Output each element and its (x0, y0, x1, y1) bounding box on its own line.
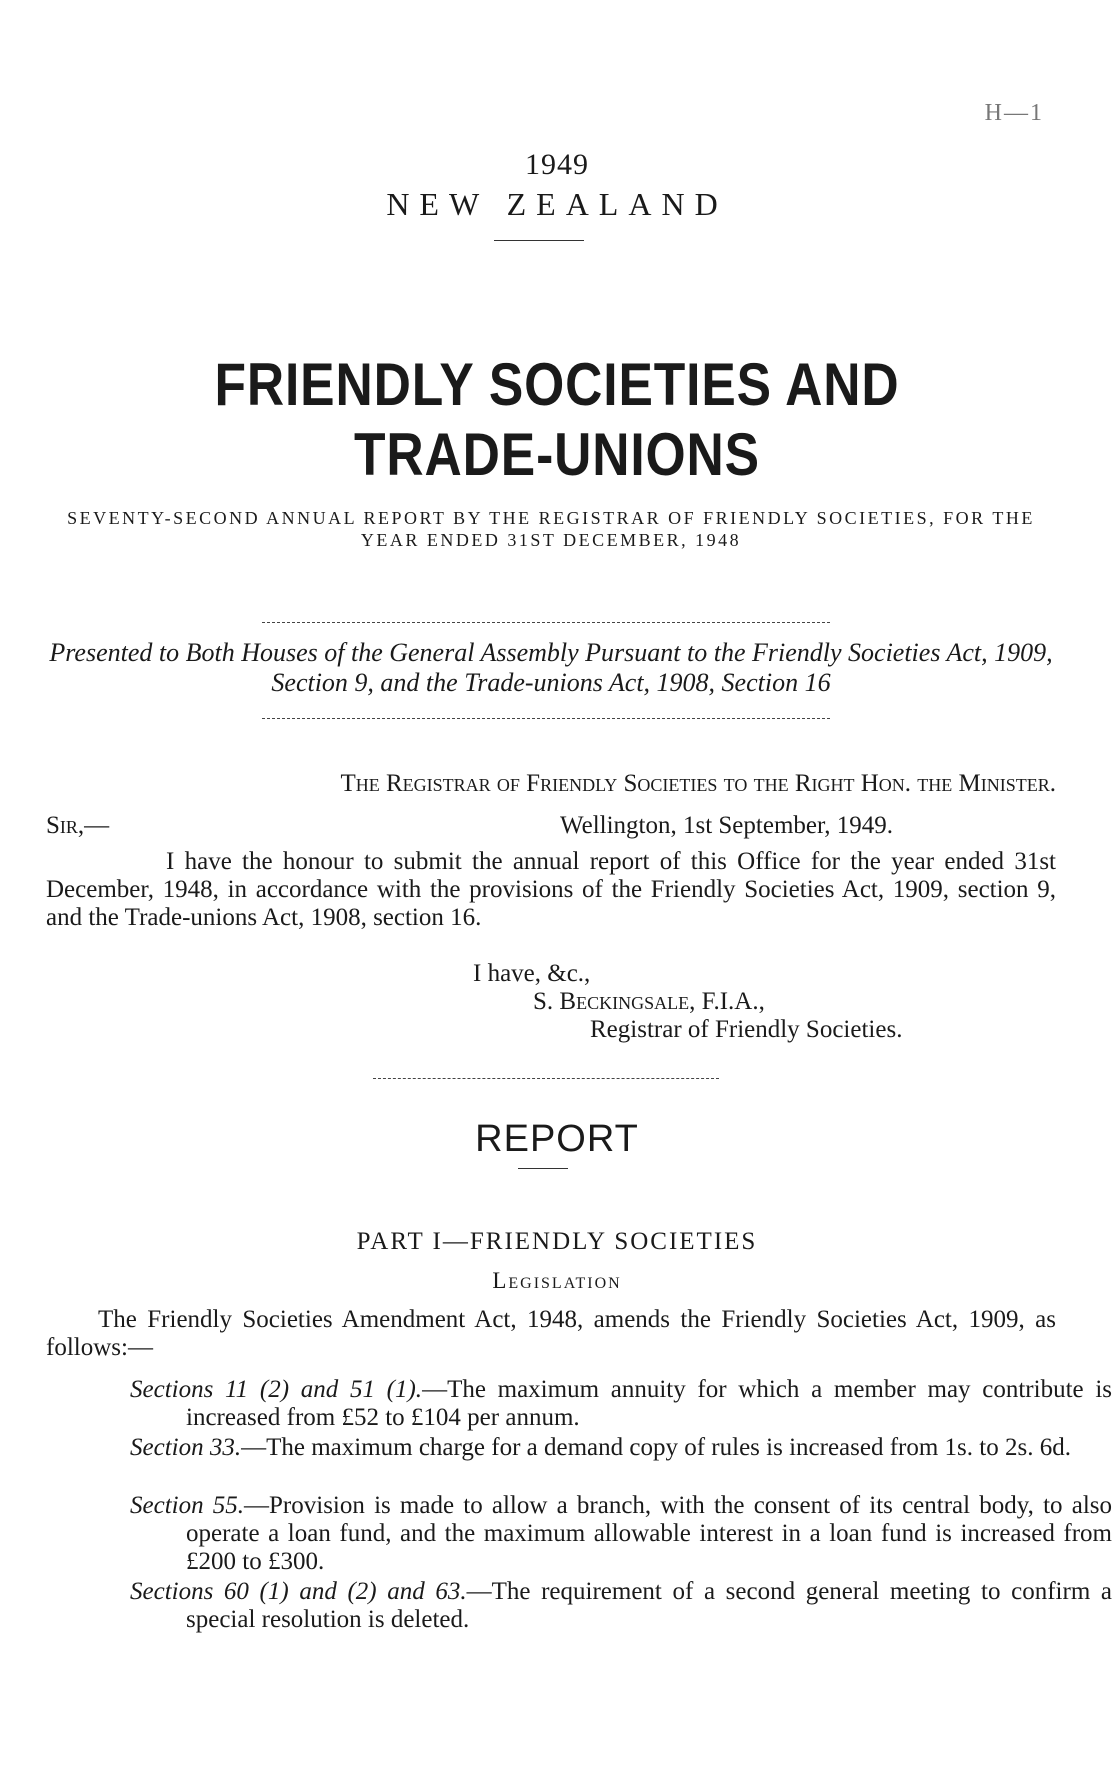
page-reference: H—1 (984, 100, 1044, 126)
amendment-ref: Sections 11 (2) and 51 (1). (130, 1376, 423, 1403)
divider-presented-top (262, 622, 830, 623)
part-heading: PART I—FRIENDLY SOCIETIES (356, 1228, 758, 1255)
report-heading: REPORT (475, 1118, 639, 1160)
amendment-item (130, 1492, 1112, 1576)
amendment-ref: Section 33. (130, 1434, 242, 1461)
legislation-intro: The Friendly Societies Amendment Act, 1948, amends the Friendly Societies Act, 1909, as follows:— (46, 1306, 1056, 1361)
title-line-2: TRADE-UNIONS (354, 421, 760, 488)
amendment-item (130, 1376, 1112, 1432)
letter-dateline: Wellington, 1st September, 1949. (560, 812, 894, 839)
amendment-item (130, 1434, 1112, 1462)
amendment-text: —The maximum annuity for which a member may contribute is increased from £52 to £104 per annum. (186, 1376, 1112, 1431)
report-subtitle: SEVENTY-SECOND ANNUAL REPORT BY THE REGISTRAR OF FRIENDLY SOCIETIES, FOR THE YEAR ENDED 31ST DECEMBER, 1948 (67, 508, 1035, 550)
amendment-text: —The requirement of a second general meeting to confirm a special resolution is deleted. (186, 1578, 1112, 1633)
divider-report (518, 1168, 568, 1169)
document-year: 1949 (525, 148, 589, 181)
amendment-text: —The maximum charge for a demand copy of rules is increased from 1s. to 2s. 6d. (241, 1434, 1071, 1461)
amendment-ref: Section 55. (130, 1492, 245, 1519)
letter-heading: The Registrar of Friendly Societies to the Right Hon. the Minister. (340, 770, 1056, 797)
letter-closing: I have, &c., (473, 960, 591, 987)
divider-top (494, 240, 584, 241)
letter-body: I have the honour to submit the annual report of this Office for the year ended 31st December, 1948, in accordance with the provisions of the Friendly Societies Act, 1909, section 9, and the Trade-unions Act, 1908, section 16. (46, 848, 1056, 931)
divider-presented-bottom (262, 718, 830, 719)
section-heading: Legislation (492, 1268, 622, 1293)
title-line-1: FRIENDLY SOCIETIES AND (214, 351, 900, 418)
document-title (78, 350, 1036, 490)
letter-signatory: S. Beckingsale, F.I.A., (533, 988, 765, 1015)
amendment-item (130, 1578, 1112, 1634)
presented-note: Presented to Both Houses of the General Assembly Pursuant to the Friendly Societies Act, 1909, Section 9, and the Trade-unions Act, 1908, Section 16 (49, 638, 1053, 697)
amendment-text: —Provision is made to allow a branch, with the consent of its central body, to also operate a loan fund, and the maximum allowable interest in a loan fund is increased from £200 to £300. (186, 1492, 1112, 1575)
divider-letter (373, 1078, 719, 1079)
country-heading: NEW ZEALAND (386, 186, 728, 222)
amendment-ref: Sections 60 (1) and (2) and 63. (130, 1578, 467, 1605)
letter-signatory-title: Registrar of Friendly Societies. (590, 1016, 903, 1043)
letter-salutation: Sir,— (46, 812, 110, 839)
